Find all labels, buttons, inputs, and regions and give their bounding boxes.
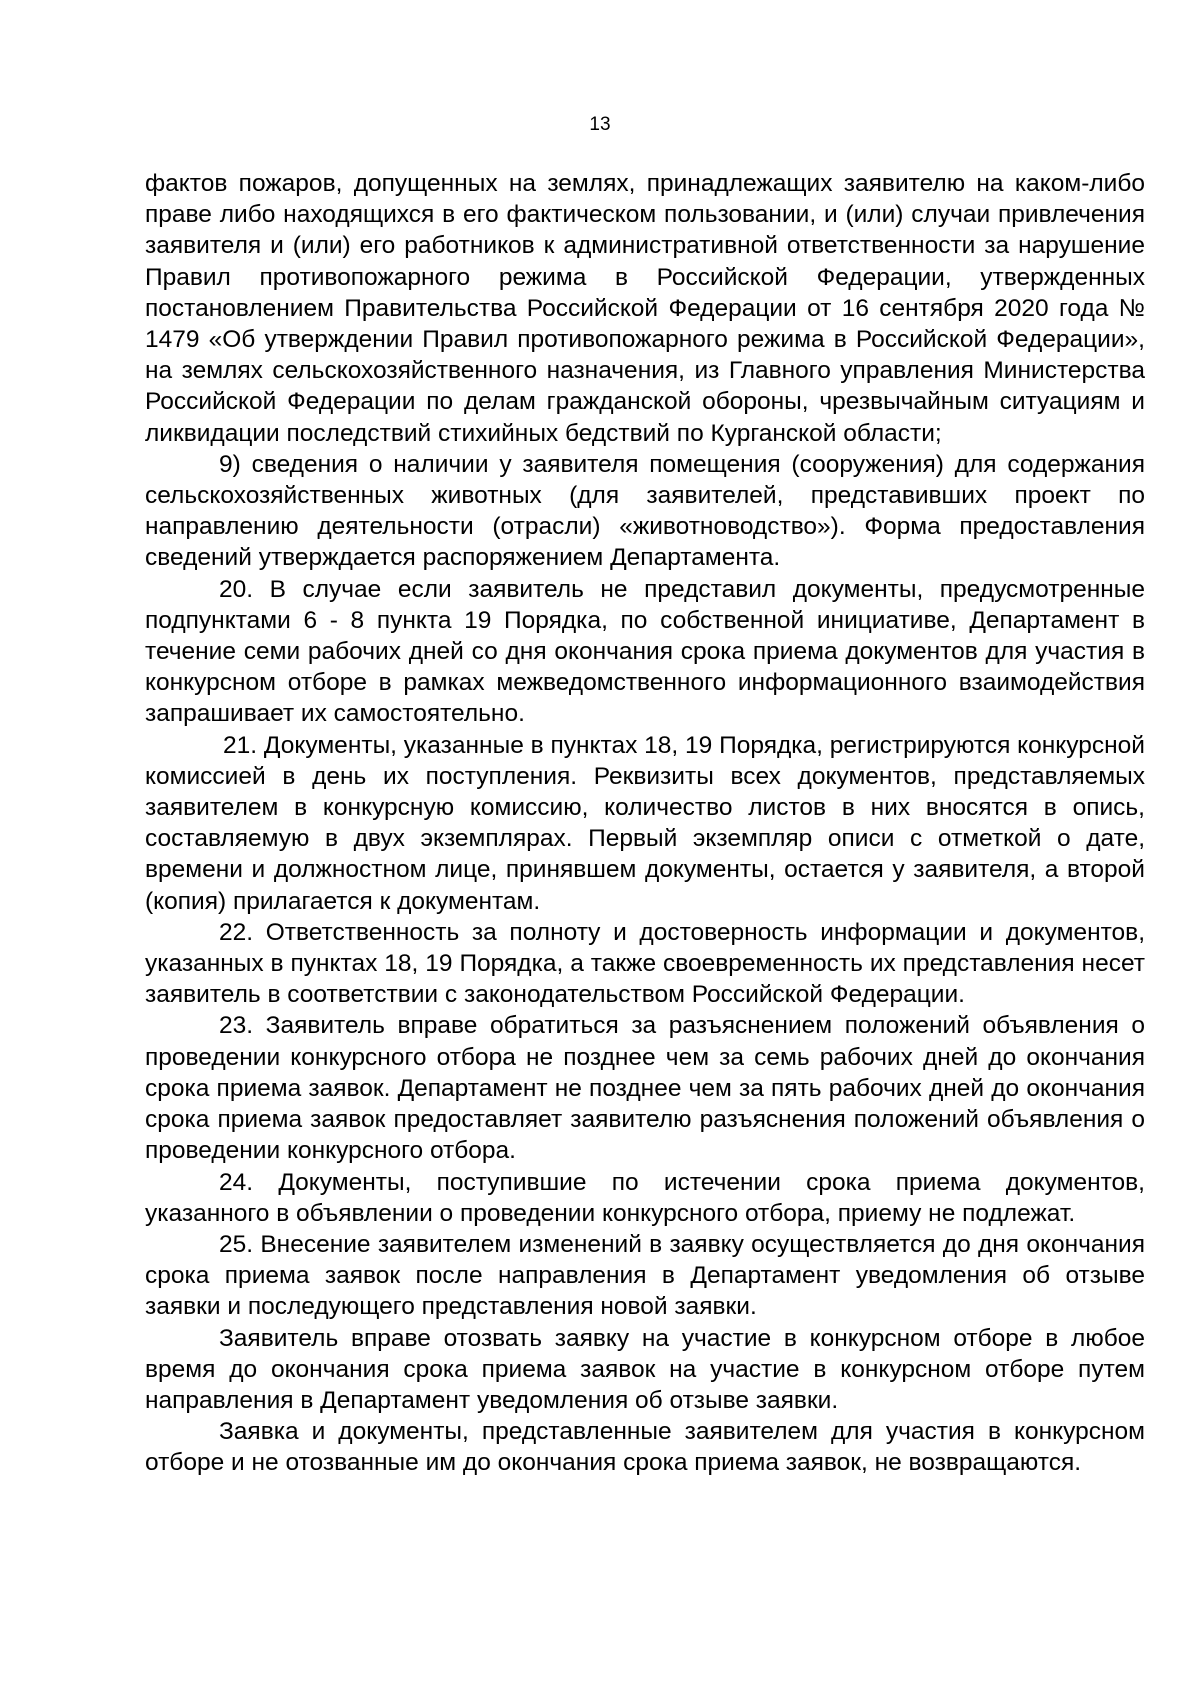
paragraph-item-9: 9) сведения о наличии у заявителя помещения (сооружения) для содержания сельскохозяйственных животных (для заявителей, представивших проект по направлению деятельности (отрасли) «животноводство»). Форма предоставления сведений утверждается распоряжением Департамента. (145, 450, 1145, 572)
document-body (145, 168, 1145, 1479)
paragraph-item-25: 25. Внесение заявителем изменений в заявку осуществляется до дня окончания срока приема заявок после направления в Департамент уведомления об отзыве заявки и последующего представления новой заявки. (145, 1230, 1145, 1321)
paragraph-item-20: 20. В случае если заявитель не представил документы, предусмотренные подпунктами 6 - 8 пункта 19 Порядка, по собственной инициативе, Департамент в течение семи рабочих дней со дня окончания срока приема документов для участия в конкурсном отборе в рамках межведомственного информационного взаимодействия запрашивает их самостоятельно. (145, 575, 1145, 728)
page-number: 13 (589, 114, 611, 135)
paragraph-withdraw-application: Заявитель вправе отозвать заявку на участие в конкурсном отборе в любое время до окончания срока приема заявок на участие в конкурсном отборе путем направления в Департамент уведомления об отзыве заявки. (145, 1324, 1145, 1414)
paragraph-item-21: 21. Документы, указанные в пунктах 18, 19 Порядка, регистрируются конкурсной комиссией в день их поступления. Реквизиты всех документов, представляемых заявителем в конкурсную комиссию, количество листов в них вносятся в опись, составляемую в двух экземплярах. Первый экземпляр описи с отметкой о дате, времени и должностном лице, принявшем документы, остается у заявителя, а второй (копия) прилагается к документам. (145, 731, 1145, 915)
paragraph-item-24: 24. Документы, поступившие по истечении срока приема документов, указанного в объявлении о проведении конкурсного отбора, приему не подлежат. (145, 1168, 1145, 1227)
paragraph-documents-not-returned: Заявка и документы, представленные заявителем для участия в конкурсном отборе и не отозванные им до окончания срока приема заявок, не возвращаются. (145, 1418, 1145, 1477)
paragraph-item-23: 23. Заявитель вправе обратиться за разъяснением положений объявления о проведении конкурсного отбора не позднее чем за семь рабочих дней до окончания срока приема заявок. Департамент не позднее чем за пять рабочих дней до окончания срока приема заявок предоставляет заявителю разъяснения положений объявления о проведении конкурсного отбора. (145, 1012, 1145, 1165)
paragraph-continuation: фактов пожаров, допущенных на землях, принадлежащих заявителю на каком-либо праве либо находящихся в его фактическом пользовании, и (или) случаи привлечения заявителя и (или) его работников к административной ответственности за нарушение Правил противопожарного режима в Российской Федерации, утвержденных постановлением Правительства Российской Федерации от 16 сентября 2020 года № 1479 «Об утверждении Правил противопожарного режима в Российской Федерации», на землях сельскохозяйственного назначения, из Главного управления Министерства Российской Федерации по делам гражданской обороны, чрезвычайным ситуациям и ликвидации последствий стихийных бедствий по Курганской области; (145, 170, 1145, 447)
paragraph-item-22: 22. Ответственность за полноту и достоверность информации и документов, указанных в пунктах 18, 19 Порядка, а также своевременность их представления несет заявитель в соответствии с законодательством Российской Федерации. (145, 918, 1145, 1009)
